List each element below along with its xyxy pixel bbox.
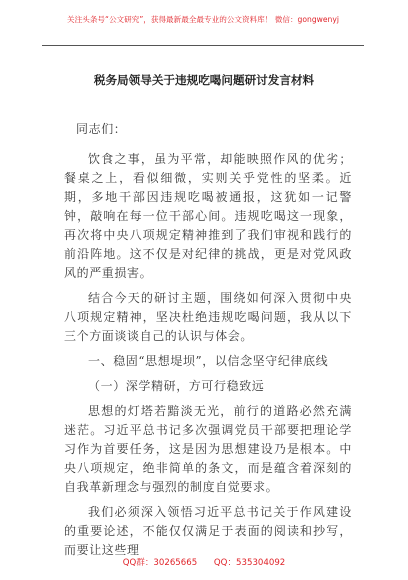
footer-qq-group: QQ群：30265665 — [122, 558, 198, 568]
body-paragraph: 结合今天的研讨主题，围绕如何深入贯彻中央八项规定精神，坚决杜绝违规吃喝问题，我从以下三个方面谈谈自己的认识与体会。 — [64, 291, 352, 343]
body-paragraph: 饮食之事，虽为平常，却能映照作风的优劣；餐桌之上，看似细微，实则关乎党性的坚柔。近期，多地干部因违规吃喝被通报，这犹如一记警钟，敲响在每一位干部心间。违规吃喝这一现象，再次将中央八项规定精神推到了我们审视和践行的前沿阵地。这不仅是对纪律的挑战，更是对党风政风的严重损害。 — [64, 152, 352, 280]
header-promo-text: 关注头条号“公文研究”，获得最新最全最专业的公文资料库！ 微信：gongwenyj — [67, 15, 339, 24]
document-title: 税务局领导关于违规吃喝问题研讨发言材料 — [93, 73, 315, 87]
subsection-heading: （一）深学精研，方可行稳致远 — [88, 379, 265, 393]
section-heading: 一、稳固“思想堤坝”，以信念坚守纪律底线 — [88, 354, 329, 368]
footer-qq: QQ：535304092 — [213, 558, 286, 568]
greeting: 同志们： — [76, 122, 127, 136]
footer-contact — [0, 556, 408, 568]
body-paragraph: 思想的灯塔若黯淡无光，前行的道路必然充满迷茫。习近平总书记多次强调党员干部要把理论学习作为首要任务，这是因为思想建设乃是根本。中央八项规定，绝非简单的条文，而是蕴含着深刻的自我革新理念与强烈的制度自觉要求。 — [64, 404, 352, 494]
document-body — [64, 120, 352, 566]
body-paragraph: 我们必须深入领悟习近平总书记关于作风建设的重要论述，不能仅仅满足于表面的阅读和抄写，而要让这些理 — [64, 505, 352, 557]
